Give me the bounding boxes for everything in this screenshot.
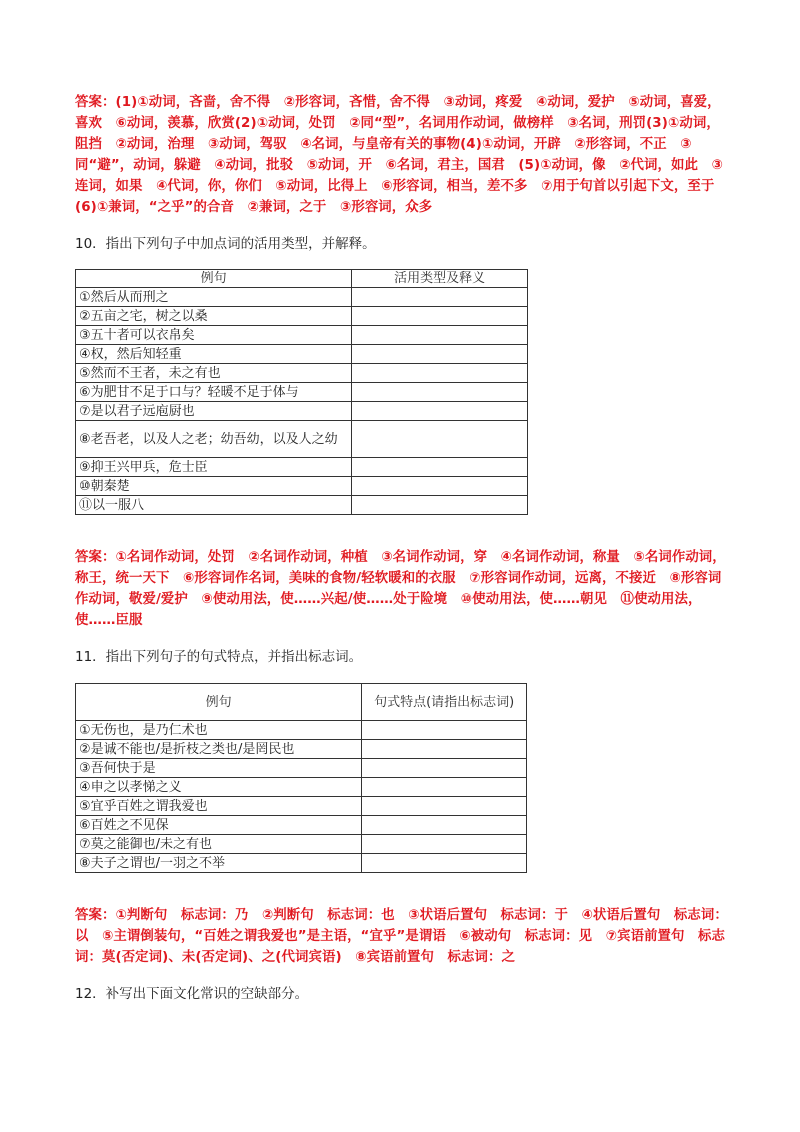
question-11-table	[75, 683, 527, 873]
table-header-answer: 活用类型及释义	[352, 270, 528, 288]
answer-label: 答案：	[75, 550, 116, 565]
example-cell: ⑪以一服八	[76, 496, 352, 515]
answer-cell[interactable]	[352, 307, 528, 326]
example-cell: ⑩朝秦楚	[76, 477, 352, 496]
table-row	[76, 288, 528, 307]
answer-block-9	[75, 92, 731, 218]
answer-text: (1)①动词，吝啬，舍不得 ②形容词，吝惜，舍不得 ③动词，疼爱 ④动词，爱护 ⑤动词，喜爱，喜欢 ⑥动词，羡慕，欣赏(2)①动词，处罚 ②同“型”，名词用作动词，做榜样 ③名词，刑罚(3)①动词，阻挡 ②动词，治理 ③动词，驾驭 ④名词，与皇帝有关的事物(4)①动词，开辟 ②形容词，不正 ③同“避”，动词，躲避 ④动词，批驳 ⑤动词，开 ⑥名词，君主，国君 (5)①动词，像 ②代词，如此 ③连词，如果 ④代词，你，你们 ⑤动词，比得上 ⑥形容词，相当，差不多 ⑦用于句首以引起下文，至于(6)①兼词，“之乎”的合音 ②兼词，之于 ③形容词，众多	[75, 95, 723, 215]
answer-label: 答案：	[75, 95, 116, 110]
table-header-answer: 句式特点(请指出标志词)	[362, 684, 527, 721]
table-row	[76, 721, 527, 740]
example-cell: ⑦莫之能御也/未之有也	[76, 835, 362, 854]
answer-cell[interactable]	[362, 797, 527, 816]
table-row	[76, 740, 527, 759]
example-cell: ⑥为肥甘不足于口与？轻暖不足于体与	[76, 383, 352, 402]
answer-cell[interactable]	[362, 721, 527, 740]
table-row	[76, 477, 528, 496]
table-row	[76, 797, 527, 816]
document-page	[75, 92, 731, 1004]
answer-cell[interactable]	[352, 496, 528, 515]
table-header-example: 例句	[76, 684, 362, 721]
table-row	[76, 458, 528, 477]
answer-cell[interactable]	[352, 288, 528, 307]
table-row	[76, 496, 528, 515]
answer-cell[interactable]	[352, 458, 528, 477]
example-cell: ④权，然后知轻重	[76, 345, 352, 364]
example-cell: ⑤然而不王者，未之有也	[76, 364, 352, 383]
example-cell: ⑧老吾老，以及人之老；幼吾幼，以及人之幼	[76, 421, 352, 458]
answer-cell[interactable]	[352, 326, 528, 345]
example-cell: ③吾何快于是	[76, 759, 362, 778]
answer-cell[interactable]	[362, 759, 527, 778]
table-row	[76, 835, 527, 854]
example-cell: ⑧夫子之谓也/一羽之不举	[76, 854, 362, 873]
answer-text: ①判断句 标志词：乃 ②判断句 标志词：也 ③状语后置句 标志词：于 ④状语后置句 标志词：以 ⑤主谓倒装句，“百姓之谓我爱也”是主语，“宜乎”是谓语 ⑥被动句 标志词：见 ⑦宾语前置句 标志词：莫(否定词)、未(否定词)、之(代词宾语) ⑧宾语前置句 标志词：之	[75, 908, 728, 965]
table-row	[76, 402, 528, 421]
question-10-prompt: 10．指出下列句子中加点词的活用类型，并解释。	[75, 236, 376, 252]
answer-cell[interactable]	[352, 402, 528, 421]
answer-cell[interactable]	[352, 364, 528, 383]
answer-cell[interactable]	[352, 383, 528, 402]
question-11-prompt: 11．指出下列句子的句式特点，并指出标志词。	[75, 649, 363, 665]
table-row	[76, 326, 528, 345]
example-cell: ②是诚不能也/是折枝之类也/是罔民也	[76, 740, 362, 759]
table-row	[76, 854, 527, 873]
answer-cell[interactable]	[362, 816, 527, 835]
example-cell: ①然后从而刑之	[76, 288, 352, 307]
answer-cell[interactable]	[362, 835, 527, 854]
answer-cell[interactable]	[352, 421, 528, 458]
answer-cell[interactable]	[362, 778, 527, 797]
question-12-prompt: 12．补写出下面文化常识的空缺部分。	[75, 986, 309, 1002]
example-cell: ⑥百姓之不见保	[76, 816, 362, 835]
example-cell: ⑦是以君子远庖厨也	[76, 402, 352, 421]
example-cell: ③五十者可以衣帛矣	[76, 326, 352, 345]
table-row	[76, 816, 527, 835]
answer-cell[interactable]	[362, 740, 527, 759]
example-cell: ⑨抑王兴甲兵，危士臣	[76, 458, 352, 477]
example-cell: ⑤宜乎百姓之谓我爱也	[76, 797, 362, 816]
answer-label: 答案：	[75, 908, 116, 923]
answer-text: ①名词作动词，处罚 ②名词作动词，种植 ③名词作动词，穿 ④名词作动词，称量 ⑤名词作动词，称王，统一天下 ⑥形容词作名词，美味的食物/轻软暖和的衣服 ⑦形容词作动词，远离，不接近 ⑧形容词作动词，敬爱/爱护 ⑨使动用法，使……兴起/使……处于险境 ⑩使动用法，使……朝见 ⑪使动用法，使……臣服	[75, 550, 726, 628]
table-header-example: 例句	[76, 270, 352, 288]
answer-cell[interactable]	[352, 477, 528, 496]
example-cell: ②五亩之宅，树之以桑	[76, 307, 352, 326]
answer-block-11	[75, 905, 731, 968]
question-10-table	[75, 269, 528, 515]
table-row	[76, 759, 527, 778]
table-row	[76, 345, 528, 364]
table-row	[76, 307, 528, 326]
example-cell: ④申之以孝悌之义	[76, 778, 362, 797]
answer-block-10	[75, 547, 731, 631]
table-row	[76, 778, 527, 797]
example-cell: ①无伤也，是乃仁术也	[76, 721, 362, 740]
answer-cell[interactable]	[362, 854, 527, 873]
table-row	[76, 364, 528, 383]
table-row	[76, 421, 528, 458]
table-row	[76, 383, 528, 402]
answer-cell[interactable]	[352, 345, 528, 364]
